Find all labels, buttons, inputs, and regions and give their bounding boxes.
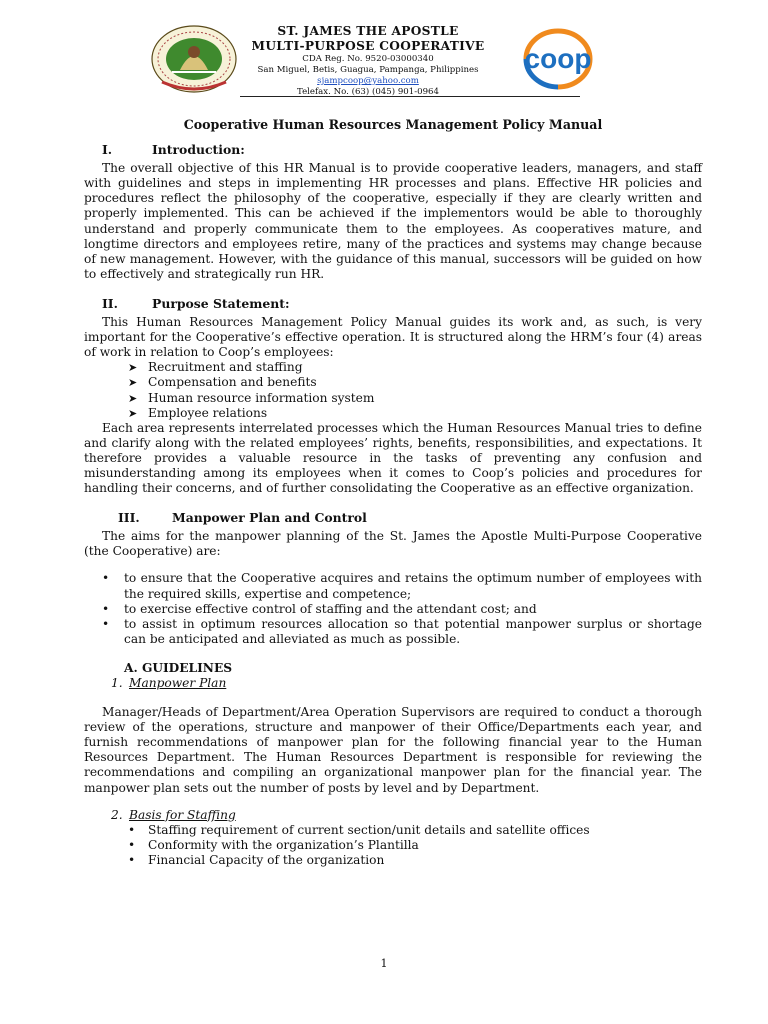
bullet-icon: • [128, 822, 136, 837]
list-item: • Financial Capacity of the organization [128, 852, 385, 867]
cda-registration: CDA Reg. No. 9520-03000340 [302, 54, 434, 64]
bullet-icon: • [102, 601, 110, 616]
arrow-bullet-icon: ➤ [128, 406, 138, 420]
address: San Miguel, Betis, Guagua, Pampanga, Philippines [257, 65, 479, 75]
bullet-icon: • [102, 616, 110, 631]
bullet-icon: • [128, 837, 136, 852]
staffing-basis-list [84, 823, 702, 868]
org-name-line1: ST. JAMES THE APOSTLE [277, 24, 459, 38]
arrow-bullet-icon: ➤ [128, 376, 138, 390]
section-3-number: III. [118, 510, 140, 526]
bullet-icon: • [128, 852, 136, 867]
coop-logo [508, 24, 608, 94]
section-1-number: I. [102, 142, 113, 158]
list-item: ➤ Compensation and benefits [128, 375, 317, 390]
list-item: • to assist in optimum resources allocation so that potential manpower surplus or shortage can be anticipated and alleviated as much as possible. [102, 616, 702, 646]
list-item: ➤ Human resource information system [128, 390, 375, 405]
list-item: • Conformity with the organization’s Plantilla [128, 837, 419, 852]
manpower-plan-paragraph: Manager/Heads of Department/Area Operation Supervisors are required to conduct a thorough review of the operations, structure and manpower of their Office/Departments each year, and furnish recommendations of manpower plan for the following financial year to the Human Resources Department. The Human Resources Department is responsible for reviewing the recommendations and compiling an organizational manpower plan for the financial year. The manpower plan sets out the number of posts by level and by Department. [84, 705, 702, 795]
arrow-bullet-icon: ➤ [128, 361, 138, 375]
email-link[interactable]: sjampcoop@yahoo.com [317, 76, 419, 86]
hrm-areas-list [84, 360, 702, 420]
section-1-heading [84, 142, 702, 157]
header-divider [240, 96, 580, 97]
manpower-aims-list [84, 571, 702, 646]
telefax: Telefax. No. (63) (045) 901-0964 [297, 87, 439, 97]
purpose-closing-paragraph: Each area represents interrelated processes which the Human Resources Manual tries to define and clarify along with the related employees’ rights, benefits, responsibilities, and expectations. It therefore provides a valuable resource in the tasks of preventing any confusion and misunderstanding among its employees when it comes to Coop’s policies and procedures for handling their concerns, and of further consolidating the Cooperative as an effective organization. [84, 420, 702, 496]
basis-for-staffing-subheading: 2. Basis for Staffing [111, 807, 236, 822]
list-item: ➤ Employee relations [128, 405, 268, 420]
arrow-bullet-icon: ➤ [128, 391, 138, 405]
letterhead-text [244, 24, 492, 98]
page-number: 1 [380, 957, 388, 970]
section-3-title: Manpower Plan and Control [172, 510, 367, 526]
purpose-intro-paragraph: This Human Resources Management Policy Manual guides its work and, as such, is very important for the Cooperative’s effective operation. It is structured along the HRM’s four (4) areas of work in relation to Coop’s employees: [84, 315, 702, 360]
letterhead [150, 20, 610, 98]
section-2-title: Purpose Statement: [152, 295, 290, 311]
list-item: • to exercise effective control of staffing and the attendant cost; and [102, 601, 537, 616]
document-body [84, 117, 702, 868]
bullet-icon: • [102, 571, 110, 586]
section-1-title: Introduction: [152, 142, 245, 158]
section-2-heading [84, 296, 702, 311]
introduction-paragraph: The overall objective of this HR Manual is to provide cooperative leaders, managers, and staff with guidelines and steps in implementing HR processes and plans. Effective HR policies and procedures reflect the philosophy of the cooperative, especially if they are clearly written and properly implemented. This can be achieved if the implementors would be able to thoroughly understand and properly communicate them to the employees. As cooperatives mature, and longtime directors and employees retire, many of the practices and systems may change because of new management. However, with the guidance of this manual, successors will be guided on how to effectively and strategically run HR. [84, 161, 702, 281]
section-3-heading [84, 510, 702, 525]
org-name-line2: MULTI-PURPOSE COOPERATIVE [251, 39, 485, 53]
cooperative-seal-logo [150, 24, 238, 94]
document-title: Cooperative Human Resources Management Policy Manual [183, 117, 603, 132]
list-item: ➤ Recruitment and staffing [128, 360, 303, 375]
coop-logo-text: coop [524, 43, 592, 74]
manpower-intro-paragraph: The aims for the manpower planning of the St. James the Apostle Multi-Purpose Cooperative (the Cooperative) are: [84, 529, 702, 559]
manpower-plan-subheading: 1. Manpower Plan [111, 676, 227, 690]
guidelines-heading: A. GUIDELINES [124, 660, 233, 675]
list-item: • to ensure that the Cooperative acquires and retains the optimum number of employees with the required skills, expertise and competence; [102, 571, 702, 601]
section-2-number: II. [102, 295, 118, 311]
list-item: • Staffing requirement of current section/unit details and satellite offices [128, 822, 590, 837]
